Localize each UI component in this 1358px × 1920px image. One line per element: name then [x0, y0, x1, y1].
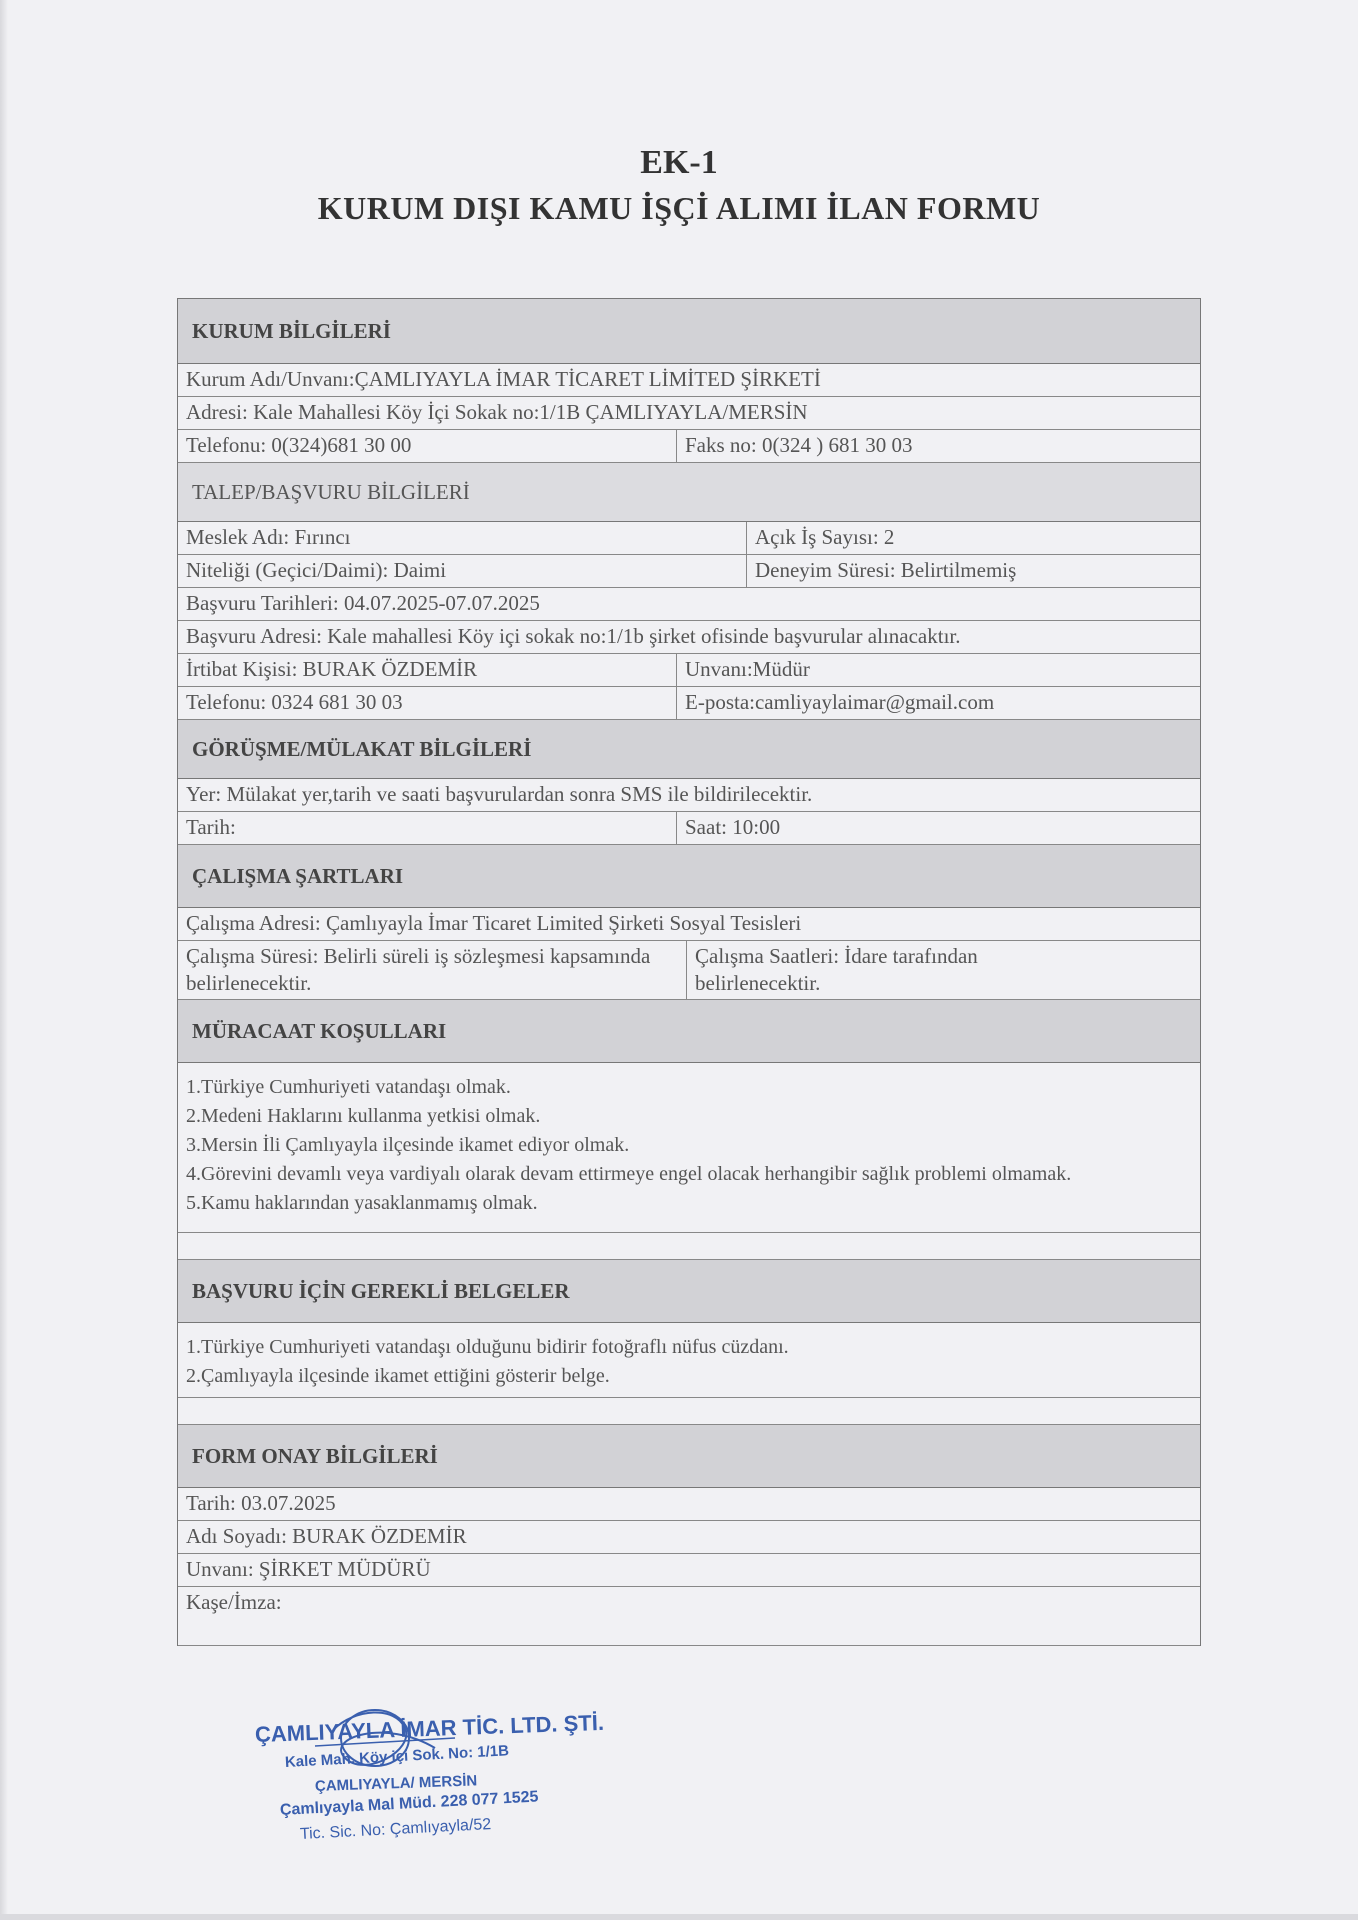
muracaat-item: 1.Türkiye Cumhuriyeti vatandaşı olmak.: [186, 1076, 511, 1098]
belgeler-item: 1.Türkiye Cumhuriyeti vatandaşı olduğunu bidirir fotoğraflı nüfus cüzdanı.: [186, 1336, 789, 1358]
document-title: KURUM DIŞI KAMU İŞÇİ ALIMI İLAN FORMU: [317, 190, 1041, 226]
muracaat-item: 4.Görevini devamlı veya vardiyalı olarak devam ettirmeye engel olacak herhangibir sağlık problemi olmamak.: [186, 1163, 1072, 1185]
page-edge: [0, 0, 8, 1920]
stamp-line-2: Kale Mah. Köy içi Sok. No: 1/1B: [284, 1742, 510, 1771]
page-edge-bottom: [0, 1914, 1358, 1920]
section-header-kurum: KURUM BİLGİLERİ: [178, 299, 1200, 364]
onay-title: Unvanı: ŞİRKET MÜDÜRÜ: [186, 1557, 431, 1581]
section-header-calisma: ÇALIŞMA ŞARTLARI: [178, 845, 1200, 908]
talep-contact-phone: Telefonu: 0324 681 30 03: [186, 690, 403, 714]
gorusme-time: Saat: 10:00: [676, 812, 1198, 844]
belgeler-list: [178, 1323, 1200, 1398]
talep-nature: Niteliği (Geçici/Daimi): Daimi: [186, 558, 447, 582]
document-code: EK-1: [640, 144, 718, 181]
kurum-phone: Telefonu: 0(324)681 30 00: [186, 433, 412, 457]
talep-nature-row: [178, 555, 1200, 588]
talep-openings: Açık İş Sayısı: 2: [746, 522, 1198, 554]
section-header-muracaat: MÜRACAAT KOŞULLARI: [178, 1000, 1200, 1063]
talep-job: Meslek Adı: Fırıncı: [186, 525, 351, 549]
onay-name: Adı Soyadı: BURAK ÖZDEMİR: [186, 1524, 467, 1548]
company-stamp: [254, 1708, 605, 1898]
spacer-row: [178, 1233, 1200, 1260]
kurum-fax: Faks no: 0(324 ) 681 30 03: [676, 430, 1198, 462]
talep-phone-row: [178, 687, 1200, 720]
section-header-belgeler: BAŞVURU İÇİN GEREKLİ BELGELER: [178, 1260, 1200, 1323]
section-header-talep: TALEP/BAŞVURU BİLGİLERİ: [178, 463, 1200, 522]
calisma-address-row: [178, 908, 1200, 941]
onay-signature-row: [178, 1587, 1200, 1646]
onay-signature-label: Kaşe/İmza:: [186, 1590, 282, 1614]
onay-date: Tarih: 03.07.2025: [186, 1491, 336, 1515]
section-header-gorusme: GÖRÜŞME/MÜLAKAT BİLGİLERİ: [178, 720, 1200, 779]
muracaat-item: 2.Medeni Haklarını kullanma yetkisi olmak.: [186, 1105, 541, 1127]
job-announcement-form: [177, 298, 1201, 1646]
spacer-row: [178, 1398, 1200, 1425]
kurum-contact-row: [178, 430, 1200, 463]
gorusme-place-row: [178, 779, 1200, 812]
muracaat-list: [178, 1063, 1200, 1233]
kurum-address-row: [178, 397, 1200, 430]
kurum-name-row: [178, 364, 1200, 397]
muracaat-item: 3.Mersin İli Çamlıyayla ilçesinde ikamet ediyor olmak.: [186, 1134, 630, 1156]
talep-apply-address: Başvuru Adresi: Kale mahallesi Köy içi sokak no:1/1b şirket ofisinde başvurular alınacaktır.: [186, 624, 961, 648]
talep-address-row: [178, 621, 1200, 654]
talep-dates-row: [178, 588, 1200, 621]
talep-contact-row: [178, 654, 1200, 687]
talep-experience: Deneyim Süresi: Belirtilmemiş: [746, 555, 1198, 587]
stamp-line-1: ÇAMLIYAYLA İMAR TİC. LTD. ŞTİ.: [254, 1709, 605, 1747]
calisma-duration: Çalışma Süresi: Belirli süreli iş sözleşmesi kapsamında belirlenecektir.: [186, 944, 651, 995]
stamp-line-3: ÇAMLIYAYLA/ MERSİN: [314, 1772, 478, 1795]
gorusme-date: Tarih:: [186, 815, 236, 839]
onay-date-row: [178, 1488, 1200, 1521]
gorusme-time-row: [178, 812, 1200, 845]
calisma-terms-row: [178, 941, 1200, 1000]
talep-dates: Başvuru Tarihleri: 04.07.2025-07.07.2025: [186, 591, 540, 615]
stamp-line-4: Çamlıyayla Mal Müd. 228 077 1525: [279, 1788, 539, 1819]
muracaat-item: 5.Kamu haklarından yasaklanmamış olmak.: [186, 1192, 538, 1214]
stamp-line-5: Tic. Sic. No: Çamlıyayla/52: [299, 1815, 492, 1843]
talep-job-row: [178, 522, 1200, 555]
calisma-hours: Çalışma Saatleri: İdare tarafından belirlenecektir.: [686, 941, 1198, 999]
kurum-address: Adresi: Kale Mahallesi Köy İçi Sokak no:1/1B ÇAMLIYAYLA/MERSİN: [186, 400, 808, 424]
talep-contact-title: Unvanı:Müdür: [676, 654, 1198, 686]
talep-email: E-posta:camliyaylaimar@gmail.com: [676, 687, 1198, 719]
belgeler-item: 2.Çamlıyayla ilçesinde ikamet ettiğini gösterir belge.: [186, 1365, 610, 1387]
onay-name-row: [178, 1521, 1200, 1554]
gorusme-place: Yer: Mülakat yer,tarih ve saati başvurulardan sonra SMS ile bildirilecektir.: [186, 782, 813, 806]
calisma-address: Çalışma Adresi: Çamlıyayla İmar Ticaret Limited Şirketi Sosyal Tesisleri: [186, 911, 802, 935]
onay-title-row: [178, 1554, 1200, 1587]
talep-contact: İrtibat Kişisi: BURAK ÖZDEMİR: [186, 657, 478, 681]
section-header-onay: FORM ONAY BİLGİLERİ: [178, 1425, 1200, 1488]
kurum-name: Kurum Adı/Unvanı:ÇAMLIYAYLA İMAR TİCARET LİMİTED ŞİRKETİ: [186, 367, 821, 391]
